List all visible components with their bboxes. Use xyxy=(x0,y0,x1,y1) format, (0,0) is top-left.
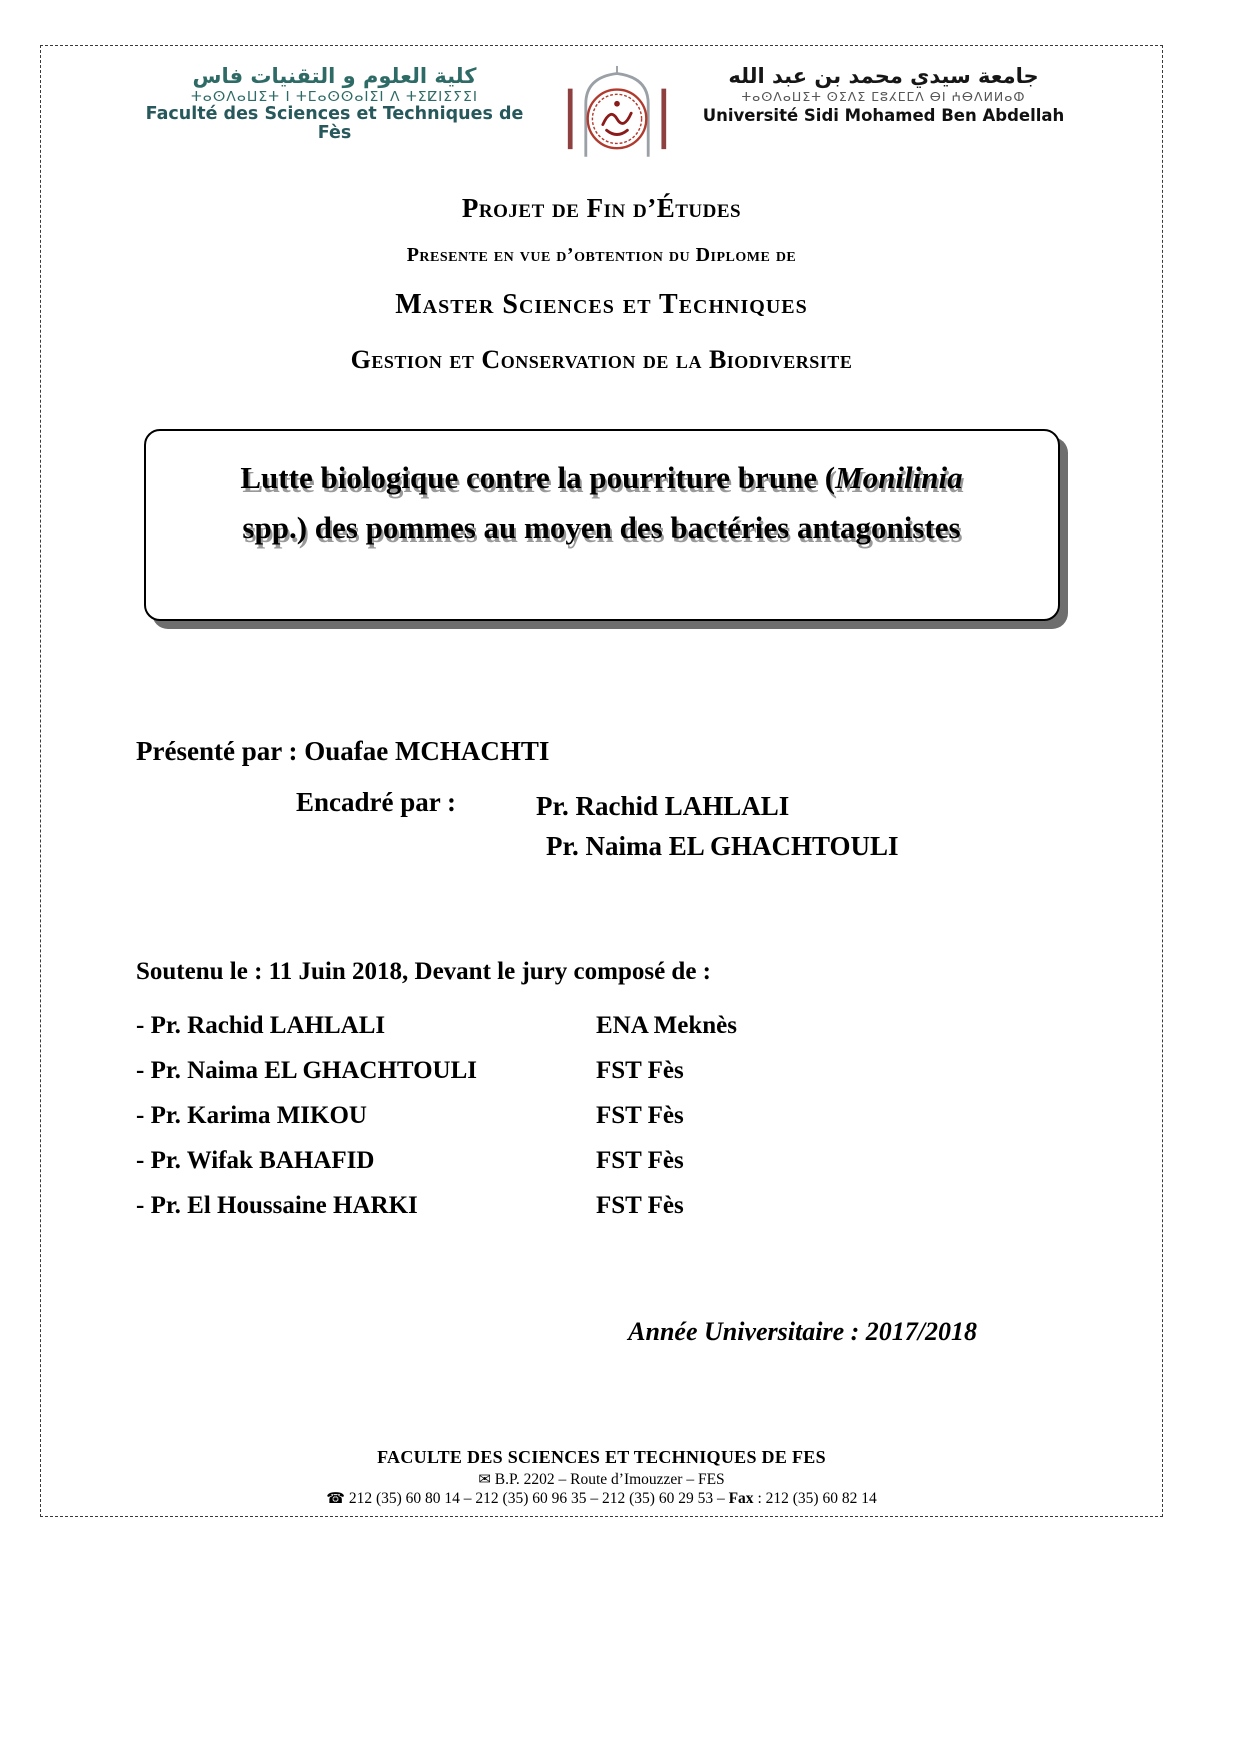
faculty-name-arabic: كلية العلوم و التقنيات فاس xyxy=(192,64,477,88)
footer-fax-number: : 212 (35) 60 82 14 xyxy=(753,1490,877,1507)
jury-row xyxy=(136,1012,1162,1040)
university-block xyxy=(699,64,1069,125)
university-logo xyxy=(565,64,669,175)
thesis-title xyxy=(166,453,1038,553)
heading-presente: Presente en vue d’obtention du Diplome de xyxy=(406,244,797,266)
jury-member-name: - Pr. Naima EL GHACHTOULI xyxy=(136,1056,478,1084)
footer xyxy=(41,1447,1162,1508)
footer-faculty-name: FACULTE DES SCIENCES ET TECHNIQUES DE FES xyxy=(377,1447,826,1467)
heading-master: Master Sciences et Techniques xyxy=(395,289,808,320)
phone-icon: ☎ xyxy=(326,1491,345,1507)
advisor-names xyxy=(536,787,899,865)
footer-fax-label: Fax xyxy=(728,1490,754,1507)
jury-row xyxy=(136,1147,1162,1175)
jury-row xyxy=(136,1057,1162,1085)
university-name-arabic: جامعة سيدي محمد بن عبد الله xyxy=(728,64,1039,88)
university-name-tifinagh: ⵜⴰⵙⴷⴰⵡⵉⵜ ⵙⵉⴷⵉ ⵎⵓⵃⵎⵎⴷ ⴱⵏ ⵄⴱⴷⵍⵍⴰⵀ xyxy=(741,89,1026,105)
advisor-name: Pr. Naima EL GHACHTOULI xyxy=(546,830,899,861)
presented-by-line xyxy=(136,736,1162,767)
faculty-name-tifinagh: ⵜⴰⵙⴷⴰⵡⵉⵜ ⵏ ⵜⵎⴰⵙⵙⴰⵏⵉⵏ ⴷ ⵜⵉⵇⵏⵉⵢⵉⵏ xyxy=(191,89,478,106)
jury-member-name: - Pr. Rachid LAHLALI xyxy=(136,1011,386,1039)
jury-member-affiliation: FST Fès xyxy=(596,1146,684,1174)
heading-gestion: Gestion et Conservation de la Biodiversite xyxy=(350,345,853,374)
jury-member-affiliation: FST Fès xyxy=(596,1101,684,1129)
thesis-title-box xyxy=(144,429,1060,621)
student-name: Ouafae MCHACHTI xyxy=(304,736,550,767)
page-dashed-border xyxy=(40,45,1163,1517)
header xyxy=(41,46,1162,175)
defense-date-line: Soutenu le : 11 Juin 2018, Devant le jury composé de : xyxy=(136,957,711,985)
document-headings xyxy=(41,193,1162,375)
academic-year: Année Universitaire : 2017/2018 xyxy=(628,1316,977,1346)
jury-member-name: - Pr. El Houssaine HARKI xyxy=(136,1191,418,1219)
jury-row xyxy=(136,1192,1162,1220)
faculty-name-french: Faculté des Sciences et Techniques de Fès xyxy=(145,104,524,144)
thesis-title-post: spp.) des pommes au moyen des bactéries antagonistes xyxy=(242,510,961,546)
advisor-label: Encadré par : xyxy=(296,787,456,818)
footer-address-line xyxy=(41,1470,1162,1489)
jury-member-name: - Pr. Karima MIKOU xyxy=(136,1101,367,1129)
advisor-name: Pr. Rachid LAHLALI xyxy=(536,791,790,822)
jury-member-affiliation: ENA Meknès xyxy=(596,1011,737,1039)
faculty-block xyxy=(135,64,535,144)
thesis-title-species: Monilinia xyxy=(835,460,963,495)
jury-row xyxy=(136,1102,1162,1130)
heading-projet: Projet de Fin d’Études xyxy=(461,193,742,223)
jury-member-affiliation: FST Fès xyxy=(596,1191,684,1219)
jury-list xyxy=(136,1012,1162,1220)
footer-phone-line xyxy=(41,1489,1162,1508)
mail-icon: ✉ xyxy=(478,1472,491,1488)
university-name-french: Université Sidi Mohamed Ben Abdellah xyxy=(702,106,1065,126)
thesis-title-pre: Lutte biologique contre la pourriture brune ( xyxy=(240,460,836,495)
footer-address: B.P. 2202 – Route d’Imouzzer – FES xyxy=(494,1471,725,1488)
jury-member-name: - Pr. Wifak BAHAFID xyxy=(136,1146,375,1174)
university-seal-icon xyxy=(565,64,669,170)
jury-member-affiliation: FST Fès xyxy=(596,1056,684,1084)
footer-phones: 212 (35) 60 80 14 – 212 (35) 60 96 35 – 212 (35) 60 29 53 – xyxy=(348,1490,729,1507)
presented-by-label: Présenté par : xyxy=(136,736,298,767)
advisor-block xyxy=(296,787,1162,865)
